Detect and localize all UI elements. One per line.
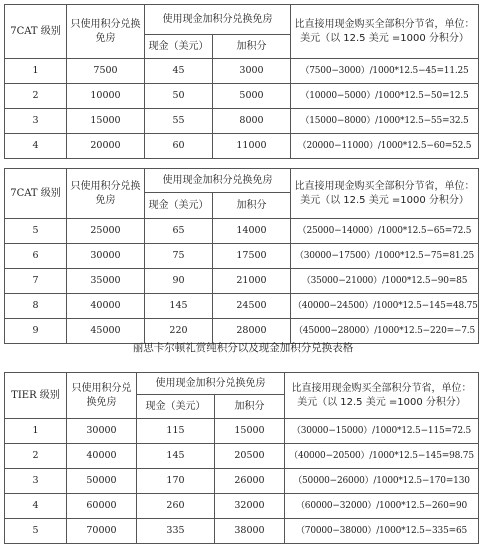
points-only-cell: 7500 — [67, 59, 145, 84]
cash-cell: 115 — [137, 419, 215, 444]
points-cell: 3000 — [213, 59, 291, 84]
points-cell: 26000 — [215, 469, 285, 494]
cash-cell: 90 — [145, 269, 213, 294]
savings-cell: （35000−21000）/1000*12.5−90=85 — [291, 269, 479, 294]
cash-usd-header: 现金（美元） — [145, 35, 213, 59]
cash-cell: 335 — [137, 519, 215, 544]
savings-cell: （40000−20500）/1000*12.5−145=98.75 — [285, 444, 479, 469]
savings-header: 比直接用现金购买全部积分节省，单位：美元（以 12.5 美元 =1000 分积分） — [285, 373, 479, 419]
points-only-cell: 20000 — [67, 134, 145, 159]
cash-cell: 65 — [145, 219, 213, 244]
cash-cell: 145 — [137, 444, 215, 469]
header-row — [5, 169, 479, 193]
table-row — [5, 469, 479, 494]
level-cell: 8 — [5, 294, 67, 319]
table-row — [5, 444, 479, 469]
level-cell: 5 — [5, 219, 67, 244]
savings-cell: （15000−8000）/1000*12.5−55=32.5 — [291, 109, 479, 134]
savings-cell: （10000−5000）/1000*12.5−50=12.5 — [291, 84, 479, 109]
points-cell: 28000 — [213, 319, 291, 344]
points-only-cell: 15000 — [67, 109, 145, 134]
level-header: 7CAT 级别 — [5, 5, 67, 59]
level-cell: 4 — [5, 494, 67, 519]
level-cell: 3 — [5, 109, 67, 134]
points-cell: 24500 — [213, 294, 291, 319]
points-only-header: 只使用积分兑换免房 — [67, 5, 145, 59]
savings-cell: （40000−24500）/1000*12.5−145=48.75 — [291, 294, 479, 319]
points-only-cell: 60000 — [67, 494, 137, 519]
table-row — [5, 59, 479, 84]
savings-cell: （30000−17500）/1000*12.5−75=81.25 — [291, 244, 479, 269]
savings-cell: （30000−15000）/1000*12.5−115=72.5 — [285, 419, 479, 444]
table-row — [5, 494, 479, 519]
cash-usd-header: 现金（美元） — [137, 395, 215, 419]
cash-points-header: 使用现金加积分兑换免房 — [145, 169, 291, 193]
savings-cell: （60000−32000）/1000*12.5−260=90 — [285, 494, 479, 519]
cash-cell: 55 — [145, 109, 213, 134]
points-cell: 8000 — [213, 109, 291, 134]
points-only-header: 只使用积分兑换免房 — [67, 169, 145, 219]
savings-cell: （45000−28000）/1000*12.5−220=−7.5 — [291, 319, 479, 344]
level-header: 7CAT 级别 — [5, 169, 67, 219]
level-cell: 4 — [5, 134, 67, 159]
cash-cell: 75 — [145, 244, 213, 269]
table-row — [5, 134, 479, 159]
savings-cell: （7500−3000）/1000*12.5−45=11.25 — [291, 59, 479, 84]
points-cell: 21000 — [213, 269, 291, 294]
cash-usd-header: 现金（美元） — [145, 193, 213, 219]
level-cell: 2 — [5, 444, 67, 469]
cash-cell: 60 — [145, 134, 213, 159]
cash-cell: 220 — [145, 319, 213, 344]
points-header: 加积分 — [213, 35, 291, 59]
level-header: TIER 级别 — [5, 373, 67, 419]
table-row — [5, 519, 479, 544]
points-cell: 11000 — [213, 134, 291, 159]
level-cell: 6 — [5, 244, 67, 269]
cash-points-header: 使用现金加积分兑换免房 — [145, 5, 291, 35]
points-header: 加积分 — [215, 395, 285, 419]
level-cell: 9 — [5, 319, 67, 344]
savings-cell: （50000−26000）/1000*12.5−170=130 — [285, 469, 479, 494]
points-only-cell: 40000 — [67, 444, 137, 469]
points-cell: 38000 — [215, 519, 285, 544]
table-row — [5, 84, 479, 109]
cash-cell: 145 — [145, 294, 213, 319]
savings-header: 比直接用现金购买全部积分节省，单位：美元（以 12.5 美元 =1000 分积分） — [291, 5, 479, 59]
table-row — [5, 294, 479, 319]
points-only-header: 只使用积分兑换免房 — [67, 373, 137, 419]
cash-cell: 50 — [145, 84, 213, 109]
header-row — [5, 373, 479, 395]
level-cell: 3 — [5, 469, 67, 494]
level-cell: 1 — [5, 419, 67, 444]
points-only-cell: 45000 — [67, 319, 145, 344]
table-row — [5, 419, 479, 444]
points-cell: 15000 — [215, 419, 285, 444]
level-cell: 2 — [5, 84, 67, 109]
points-header: 加积分 — [213, 193, 291, 219]
level-cell: 5 — [5, 519, 67, 544]
points-cell: 20500 — [215, 444, 285, 469]
table-row — [5, 219, 479, 244]
points-only-cell: 70000 — [67, 519, 137, 544]
level-cell: 7 — [5, 269, 67, 294]
points-only-cell: 40000 — [67, 294, 145, 319]
table-caption: 丽思卡尔顿礼赏纯积分以及现金加积分兑换表格 — [132, 342, 354, 354]
points-cell: 14000 — [213, 219, 291, 244]
cash-cell: 260 — [137, 494, 215, 519]
points-table-tier — [4, 372, 479, 544]
points-table-7cat-1 — [4, 4, 479, 159]
points-only-cell: 10000 — [67, 84, 145, 109]
level-cell: 1 — [5, 59, 67, 84]
savings-cell: （20000−11000）/1000*12.5−60=52.5 — [291, 134, 479, 159]
points-cell: 17500 — [213, 244, 291, 269]
cash-cell: 45 — [145, 59, 213, 84]
points-table-7cat-2 — [4, 168, 479, 344]
cash-points-header: 使用现金加积分兑换免房 — [137, 373, 285, 395]
points-only-cell: 35000 — [67, 269, 145, 294]
cash-cell: 170 — [137, 469, 215, 494]
points-cell: 5000 — [213, 84, 291, 109]
savings-cell: （25000−14000）/1000*12.5−65=72.5 — [291, 219, 479, 244]
table-row — [5, 109, 479, 134]
savings-header: 比直接用现金购买全部积分节省，单位：美元（以 12.5 美元 =1000 分积分） — [291, 169, 479, 219]
points-only-cell: 30000 — [67, 244, 145, 269]
points-only-cell: 25000 — [67, 219, 145, 244]
savings-cell: （70000−38000）/1000*12.5−335=65 — [285, 519, 479, 544]
header-row — [5, 5, 479, 35]
points-only-cell: 50000 — [67, 469, 137, 494]
table-row — [5, 244, 479, 269]
points-only-cell: 30000 — [67, 419, 137, 444]
points-cell: 32000 — [215, 494, 285, 519]
table-row — [5, 269, 479, 294]
